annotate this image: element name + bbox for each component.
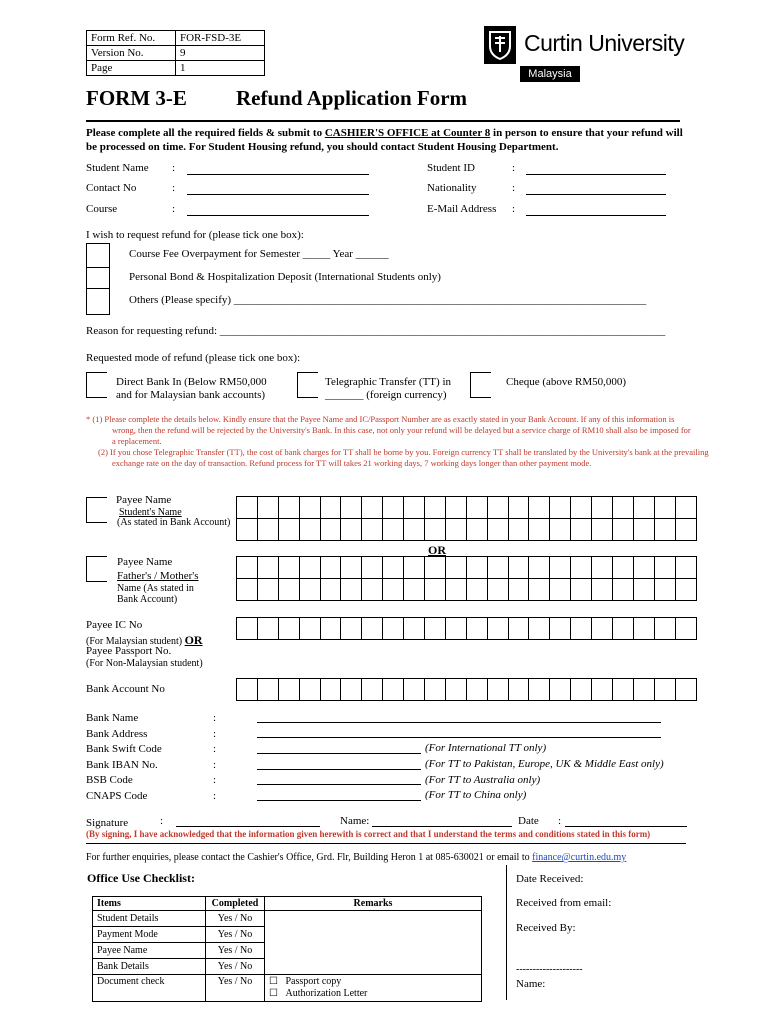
char-cell[interactable]	[341, 497, 362, 519]
cnaps-code-field[interactable]	[257, 789, 421, 801]
bsb-code-label: BSB Code	[86, 774, 133, 786]
char-cell[interactable]	[509, 679, 530, 701]
remark-passport-label: Passport copy	[285, 976, 342, 987]
char-cell[interactable]	[425, 618, 446, 640]
colon: :	[213, 789, 217, 802]
bsb-code-field[interactable]	[257, 773, 421, 785]
completed-cell[interactable]: Yes / No	[206, 959, 265, 975]
remarks-docs-cell	[265, 975, 482, 1002]
finance-email-link[interactable]: finance@curtin.edu.my	[532, 852, 627, 863]
char-cell[interactable]	[279, 557, 300, 579]
char-cell[interactable]	[571, 679, 592, 701]
form-code: FORM 3-E	[86, 86, 187, 110]
char-cell[interactable]	[613, 497, 634, 519]
char-cell[interactable]	[488, 679, 509, 701]
char-cell[interactable]	[321, 557, 342, 579]
mode-tt-line1: Telegraphic Transfer (TT) in	[325, 376, 451, 388]
col-remarks: Remarks	[265, 897, 482, 911]
char-cell[interactable]	[571, 557, 592, 579]
char-cell[interactable]	[655, 679, 676, 701]
char-cell[interactable]	[258, 557, 279, 579]
char-cell[interactable]	[529, 679, 550, 701]
char-cell[interactable]	[362, 519, 383, 541]
intro-part2: in person to ensure that your refund will be processed on time. For Student Housing refund, you should contact Student Housing Department.	[86, 127, 683, 153]
char-cell[interactable]	[592, 579, 613, 601]
reason-field[interactable]: Reason for requesting refund: _________________________________________________________________________________	[86, 325, 666, 337]
colon: :	[213, 727, 217, 740]
ref-row	[87, 61, 265, 76]
note-1	[86, 414, 696, 447]
char-cell[interactable]	[676, 519, 697, 541]
colon: :	[213, 758, 217, 771]
completed-cell[interactable]: Yes / No	[206, 943, 265, 959]
char-cell[interactable]	[592, 519, 613, 541]
payee-parent-checkbox[interactable]	[86, 556, 107, 582]
char-cell[interactable]	[383, 519, 404, 541]
char-cell[interactable]	[613, 679, 634, 701]
char-cell[interactable]	[279, 497, 300, 519]
char-cell[interactable]	[509, 519, 530, 541]
char-cell[interactable]	[404, 497, 425, 519]
char-cell[interactable]	[383, 579, 404, 601]
cnaps-note: (For TT to China only)	[425, 789, 527, 802]
char-cell[interactable]	[676, 579, 697, 601]
ref-value: FOR-FSD-3E	[176, 31, 265, 46]
received-by-label: Received By:	[516, 922, 576, 934]
intro-part1: Please complete all the required fields & submit to	[86, 127, 325, 139]
char-cell[interactable]	[321, 679, 342, 701]
char-cell[interactable]	[571, 497, 592, 519]
bank-address-field[interactable]	[257, 726, 661, 738]
payee-student-label: Payee Name	[116, 494, 172, 506]
bank-address-label: Bank Address	[86, 727, 148, 740]
remarks-cell[interactable]	[265, 911, 482, 975]
mode-direct-line2: and for Malaysian bank accounts)	[116, 389, 266, 401]
mode-checkbox-direct[interactable]	[86, 372, 107, 398]
char-cell[interactable]	[571, 519, 592, 541]
char-cell[interactable]	[425, 579, 446, 601]
form-reference-table	[86, 30, 265, 76]
signature-declaration: (By signing, I have acknowledged that the information given herewith is correct and that I understand the terms and conditions stated in this form)	[86, 829, 651, 839]
char-cell[interactable]	[509, 618, 530, 640]
char-cell[interactable]	[592, 497, 613, 519]
bank-notes	[425, 741, 664, 804]
table-row	[93, 911, 482, 927]
char-cell[interactable]	[404, 679, 425, 701]
char-cell[interactable]	[655, 579, 676, 601]
intro-text	[86, 126, 686, 154]
char-cell[interactable]	[634, 519, 655, 541]
ref-label: Version No.	[87, 46, 176, 61]
char-cell[interactable]	[446, 557, 467, 579]
payee-parent-sub: Bank Account)	[117, 594, 178, 605]
mode-cheque-label: Cheque (above RM50,000)	[506, 376, 627, 388]
remark-passport[interactable]	[269, 976, 477, 988]
char-cell[interactable]	[634, 579, 655, 601]
char-cell[interactable]	[592, 557, 613, 579]
payee-parent-sub: Name (As stated in	[117, 583, 194, 594]
form-title: Refund Application Form	[236, 86, 468, 110]
signature-dashes: --------------------	[516, 964, 583, 975]
swift-note: (For International TT only)	[425, 742, 547, 754]
bank-iban-label: Bank IBAN No.	[86, 758, 158, 771]
mode-tt-line2: _______ (foreign currency)	[325, 389, 447, 401]
char-cell[interactable]	[655, 519, 676, 541]
iban-note: (For TT to Pakistan, Europe, UK & Middle East only)	[425, 757, 664, 770]
refund-option-label: Others (Please specify) ___________________________________________________________________________	[129, 294, 647, 306]
enquiry-body: For further enquiries, please contact the Cashier's Office, Grd. Flr, Building Heron 1 at 085-630021 or email to	[86, 852, 533, 863]
char-cell[interactable]	[467, 497, 488, 519]
char-cell[interactable]	[383, 497, 404, 519]
or-separator: OR	[428, 543, 446, 557]
payee-parent-name-grid[interactable]	[236, 556, 697, 601]
bank-labels	[86, 711, 162, 804]
course-field[interactable]	[187, 203, 369, 216]
char-cell[interactable]	[550, 557, 571, 579]
course-label: Course	[86, 203, 118, 215]
refund-option-checkbox[interactable]	[86, 288, 110, 315]
char-cell[interactable]	[404, 618, 425, 640]
item-cell: Payment Mode	[93, 927, 206, 943]
ref-value: 1	[176, 61, 265, 76]
char-cell[interactable]	[529, 519, 550, 541]
col-completed: Completed	[206, 897, 265, 911]
char-cell[interactable]	[258, 579, 279, 601]
char-cell[interactable]	[258, 618, 279, 640]
student-name-field[interactable]	[187, 162, 369, 175]
char-cell[interactable]	[341, 519, 362, 541]
signature-name-label: Name:	[340, 815, 370, 827]
char-cell[interactable]	[279, 679, 300, 701]
char-cell[interactable]	[237, 497, 258, 519]
mode-heading: Requested mode of refund (please tick one box):	[86, 352, 301, 364]
curtin-logo	[484, 26, 699, 86]
char-cell[interactable]	[446, 497, 467, 519]
mode-checkbox-tt[interactable]	[297, 372, 318, 398]
signature-date-label: Date	[518, 815, 539, 827]
char-cell[interactable]	[488, 618, 509, 640]
char-cell[interactable]	[446, 579, 467, 601]
contact-no-label: Contact No	[86, 182, 137, 194]
char-cell[interactable]	[321, 618, 342, 640]
char-cell[interactable]	[634, 679, 655, 701]
student-name-label: Student Name	[86, 162, 149, 174]
bank-name-label: Bank Name	[86, 712, 139, 724]
signature-label: Signature	[86, 817, 129, 829]
char-cell[interactable]	[404, 557, 425, 579]
char-cell[interactable]	[634, 557, 655, 579]
payee-ic-label: Payee IC No	[86, 619, 143, 631]
char-cell[interactable]	[300, 679, 321, 701]
bank-swift-label: Bank Swift Code	[86, 743, 162, 755]
refund-option-label: Course Fee Overpayment for Semester _____ Year ______	[129, 248, 389, 260]
office-name-label: Name:	[516, 978, 546, 990]
char-cell[interactable]	[383, 557, 404, 579]
refund-option-label: Personal Bond & Hospitalization Deposit (International Students only)	[129, 271, 441, 283]
item-cell: Bank Details	[93, 959, 206, 975]
ref-row	[87, 46, 265, 61]
char-cell[interactable]	[404, 579, 425, 601]
bank-iban-field[interactable]	[257, 758, 421, 770]
char-cell[interactable]	[613, 519, 634, 541]
contact-no-field[interactable]	[187, 182, 369, 195]
signature-field[interactable]	[176, 814, 320, 827]
colon: :	[213, 712, 217, 724]
mode-checkbox-cheque[interactable]	[470, 372, 491, 398]
char-cell[interactable]	[383, 679, 404, 701]
payee-ic-grid[interactable]	[236, 617, 697, 640]
signature-date-field[interactable]	[565, 814, 687, 827]
remark-authorization[interactable]	[269, 988, 477, 1000]
crest-icon	[484, 26, 516, 64]
colon: :	[558, 815, 562, 827]
nationality-label: Nationality	[427, 182, 477, 194]
ref-row	[87, 31, 265, 46]
char-cell[interactable]	[488, 519, 509, 541]
char-cell[interactable]	[362, 497, 383, 519]
colon: :	[512, 203, 516, 215]
char-cell[interactable]	[488, 557, 509, 579]
char-cell[interactable]	[571, 618, 592, 640]
bank-name-field[interactable]	[257, 711, 661, 723]
char-cell[interactable]	[321, 579, 342, 601]
char-cell[interactable]	[425, 497, 446, 519]
char-cell[interactable]	[258, 519, 279, 541]
item-cell: Payee Name	[93, 943, 206, 959]
bank-swift-field[interactable]	[257, 742, 421, 754]
char-cell[interactable]	[550, 579, 571, 601]
char-cell[interactable]	[279, 579, 300, 601]
char-cell[interactable]	[592, 679, 613, 701]
char-cell[interactable]	[446, 519, 467, 541]
char-cell[interactable]	[383, 618, 404, 640]
char-cell[interactable]	[467, 579, 488, 601]
char-cell[interactable]	[362, 557, 383, 579]
item-cell: Student Details	[93, 911, 206, 927]
colon: :	[213, 743, 217, 755]
cnaps-code-label: CNAPS Code	[86, 789, 148, 802]
char-cell[interactable]	[425, 519, 446, 541]
colon: :	[172, 203, 176, 215]
logo-wordmark: Curtin University	[524, 30, 685, 56]
char-cell[interactable]	[446, 618, 467, 640]
student-id-label: Student ID	[427, 162, 475, 174]
email-label: E-Mail Address	[427, 203, 497, 215]
char-cell[interactable]	[634, 618, 655, 640]
char-cell[interactable]	[362, 679, 383, 701]
char-cell[interactable]	[655, 557, 676, 579]
char-cell[interactable]	[550, 618, 571, 640]
received-email-label: Received from email:	[516, 897, 612, 909]
char-cell[interactable]	[341, 679, 362, 701]
payee-student-checkbox[interactable]	[86, 497, 107, 523]
payee-student-sub: Student's Name	[119, 507, 182, 518]
colon: :	[172, 182, 176, 194]
bank-account-label: Bank Account No	[86, 683, 165, 695]
char-cell[interactable]	[676, 557, 697, 579]
char-cell[interactable]	[321, 497, 342, 519]
payee-parent-sub: Father's / Mother's	[117, 570, 199, 582]
char-cell[interactable]	[321, 519, 342, 541]
ref-value: 9	[176, 46, 265, 61]
char-cell[interactable]	[300, 579, 321, 601]
divider	[86, 843, 686, 844]
note-2: (2) If you chose Telegraphic Transfer (TT), the cost of bank charges for TT shall be borne by you. Foreign currency TT shall be translated by the University's bank at the prevailing exchange rate on the day of transaction. Refund process for TT will takes 21 working days, 7 working days longer than other payment mode.	[98, 447, 709, 468]
char-cell[interactable]	[341, 618, 362, 640]
remark-authorization-label: Authorization Letter	[285, 988, 368, 999]
char-cell[interactable]	[529, 618, 550, 640]
title-divider	[86, 120, 680, 122]
refund-request-heading: I wish to request refund for (please tick one box):	[86, 229, 304, 241]
char-cell[interactable]	[529, 557, 550, 579]
char-cell[interactable]	[571, 579, 592, 601]
char-cell[interactable]	[300, 557, 321, 579]
char-cell[interactable]	[425, 679, 446, 701]
char-cell[interactable]	[529, 497, 550, 519]
char-cell[interactable]	[550, 679, 571, 701]
completed-cell[interactable]: Yes / No	[206, 911, 265, 927]
ref-label: Form Ref. No.	[87, 31, 176, 46]
char-cell[interactable]	[655, 497, 676, 519]
char-cell[interactable]	[341, 557, 362, 579]
char-cell[interactable]	[676, 679, 697, 701]
char-cell[interactable]	[676, 618, 697, 640]
enquiry-text	[86, 852, 626, 863]
char-cell[interactable]	[529, 579, 550, 601]
checkbox-icon: ☐	[269, 976, 278, 987]
char-cell[interactable]	[279, 618, 300, 640]
char-cell[interactable]	[258, 497, 279, 519]
intro-office: CASHIER'S OFFICE at Counter 8	[324, 127, 491, 139]
signature-name-field[interactable]	[372, 814, 512, 827]
char-cell[interactable]	[592, 618, 613, 640]
payee-passport-sub: (For Non-Malaysian student)	[86, 658, 203, 669]
colon: :	[213, 774, 217, 786]
char-cell[interactable]	[613, 557, 634, 579]
char-cell[interactable]	[467, 519, 488, 541]
char-cell[interactable]	[300, 618, 321, 640]
completed-cell[interactable]: Yes / No	[206, 975, 265, 1002]
char-cell[interactable]	[634, 497, 655, 519]
char-cell[interactable]	[237, 679, 258, 701]
char-cell[interactable]	[509, 497, 530, 519]
bsb-note: (For TT to Australia only)	[425, 773, 541, 786]
payee-student-sub: (As stated in Bank Account)	[117, 517, 231, 528]
office-divider	[506, 865, 507, 1000]
col-items: Items	[93, 897, 206, 911]
char-cell[interactable]	[237, 579, 258, 601]
payee-student-name-grid[interactable]	[236, 496, 697, 541]
char-cell[interactable]	[279, 519, 300, 541]
colon: :	[160, 815, 164, 827]
date-received-label: Date Received:	[516, 873, 584, 885]
char-cell[interactable]	[425, 557, 446, 579]
payee-ic-sub-text: (For Malaysian student)	[86, 636, 183, 647]
mode-direct-label	[116, 376, 267, 402]
char-cell[interactable]	[676, 497, 697, 519]
char-cell[interactable]	[237, 557, 258, 579]
char-cell[interactable]	[613, 618, 634, 640]
char-cell[interactable]	[362, 618, 383, 640]
char-cell[interactable]	[655, 618, 676, 640]
logo-subtitle: Malaysia	[520, 66, 580, 82]
item-cell: Document check	[93, 975, 206, 1002]
bank-colons	[213, 711, 216, 804]
colon: :	[512, 162, 516, 174]
ref-label: Page	[87, 61, 176, 76]
char-cell[interactable]	[550, 497, 571, 519]
char-cell[interactable]	[467, 557, 488, 579]
char-cell[interactable]	[237, 618, 258, 640]
colon: :	[172, 162, 176, 174]
student-id-field[interactable]	[526, 162, 666, 175]
char-cell[interactable]	[300, 497, 321, 519]
char-cell[interactable]	[446, 679, 467, 701]
char-cell[interactable]	[509, 579, 530, 601]
payee-parent-label: Payee Name	[117, 556, 173, 568]
colon: :	[512, 182, 516, 194]
char-cell[interactable]	[488, 579, 509, 601]
char-cell[interactable]	[362, 579, 383, 601]
char-cell[interactable]	[300, 519, 321, 541]
bank-account-grid[interactable]	[236, 678, 697, 701]
mode-tt-label	[325, 376, 451, 402]
char-cell[interactable]	[467, 679, 488, 701]
office-checklist-title: Office Use Checklist:	[87, 871, 195, 885]
char-cell[interactable]	[237, 519, 258, 541]
or-separator: OR	[184, 633, 203, 647]
char-cell[interactable]	[404, 519, 425, 541]
char-cell[interactable]	[488, 497, 509, 519]
nationality-field[interactable]	[526, 182, 666, 195]
completed-cell[interactable]: Yes / No	[206, 927, 265, 943]
checkbox-icon: ☐	[269, 988, 278, 999]
char-cell[interactable]	[613, 579, 634, 601]
note-1-text: * (1) Please complete the details below. Kindly ensure that the Payee Name and IC/Passport Number are as exactly stated in your Bank Account. If any of this information is wrong, then the refund will be rejected by the University's Bank. In this case, not only your refund will be delayed but a service charge of RM10 shall also be imposed for a replacement.	[86, 414, 691, 446]
office-checklist-table	[92, 896, 482, 1002]
char-cell[interactable]	[467, 618, 488, 640]
char-cell[interactable]	[509, 557, 530, 579]
payee-passport-label: Payee Passport No.	[86, 645, 172, 657]
email-field[interactable]	[526, 203, 666, 216]
char-cell[interactable]	[341, 579, 362, 601]
mode-direct-line1: Direct Bank In (Below RM50,000	[116, 376, 267, 388]
table-row	[93, 975, 482, 1002]
char-cell[interactable]	[550, 519, 571, 541]
char-cell[interactable]	[258, 679, 279, 701]
